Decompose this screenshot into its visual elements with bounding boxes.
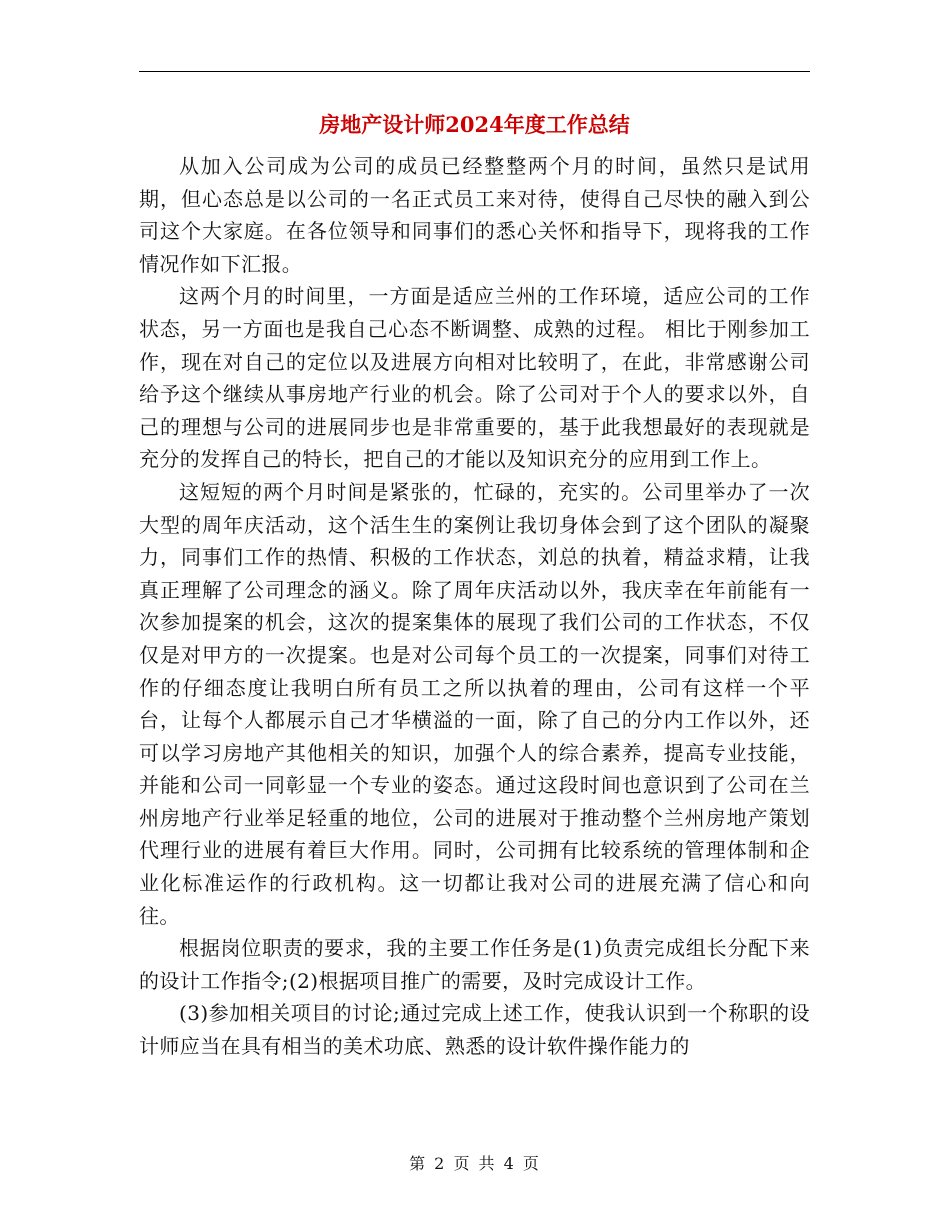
paragraph-3: 这短短的两个月时间是紧张的，忙碌的，充实的。公司里举办了一次大型的周年庆活动，这个活生生的案例让我切身体会到了这个团队的凝聚力，同事们工作的热情、积极的工作状态，刘总的执着，精益求精，让我真正理解了公司理念的涵义。除了周年庆活动以外，我庆幸在年前能有一次参加提案的机会，这次的提案集体的展现了我们公司的工作状态，不仅仅是对甲方的一次提案。也是对公司每个员工的一次提案，同事们对待工作的仔细态度让我明白所有员工之所以执着的理由，公司有这样一个平台，让每个人都展示自己才华横溢的一面，除了自己的分内工作以外，还可以学习房地产其他相关的知识，加强个人的综合素养，提高专业技能，并能和公司一同彰显一个专业的姿态。通过这段时间也意识到了公司在兰州房地产行业举足轻重的地位，公司的进展对于推动整个兰州房地产策划代理行业的进展有着巨大作用。同时，公司拥有比较系统的管理体制和企业化标准运作的行政机构。这一切都让我对公司的进展充满了信心和向往。	[139, 479, 810, 928]
paragraph-4: 根据岗位职责的要求，我的主要工作任务是(1)负责完成组长分配下来的设计工作指令;(2)根据项目推广的需要，及时完成设计工作。	[139, 936, 810, 993]
page-number: 第 2 页 共 4 页	[409, 1154, 541, 1173]
paragraph-1: 从加入公司成为公司的成员已经整整两个月的时间，虽然只是试用期，但心态总是以公司的一名正式员工来对待，使得自己尽快的融入到公司这个大家庭。在各位领导和同事们的悉心关怀和指导下，现将我的工作情况作如下汇报。	[139, 154, 810, 276]
document-body	[139, 150, 810, 1063]
header-rule	[139, 71, 810, 72]
document-title: 房地产设计师2024年度工作总结	[319, 112, 630, 137]
paragraph-5: (3)参加相关项目的讨论;通过完成上述工作，使我认识到一个称职的设计师应当在具有相当的美术功底、熟悉的设计软件操作能力的	[139, 1001, 810, 1059]
paragraph-2: 这两个月的时间里，一方面是适应兰州的工作环境，适应公司的工作状态，另一方面也是我自己心态不断调整、成熟的过程。 相比于刚参加工作，现在对自己的定位以及进展方向相对比较明了，在此，非常感谢公司给予这个继续从事房地产行业的机会。除了公司对于个人的要求以外，自己的理想与公司的进展同步也是非常重要的，基于此我想最好的表现就是充分的发挥自己的特长，把自己的才能以及知识充分的应用到工作上。	[139, 284, 810, 472]
